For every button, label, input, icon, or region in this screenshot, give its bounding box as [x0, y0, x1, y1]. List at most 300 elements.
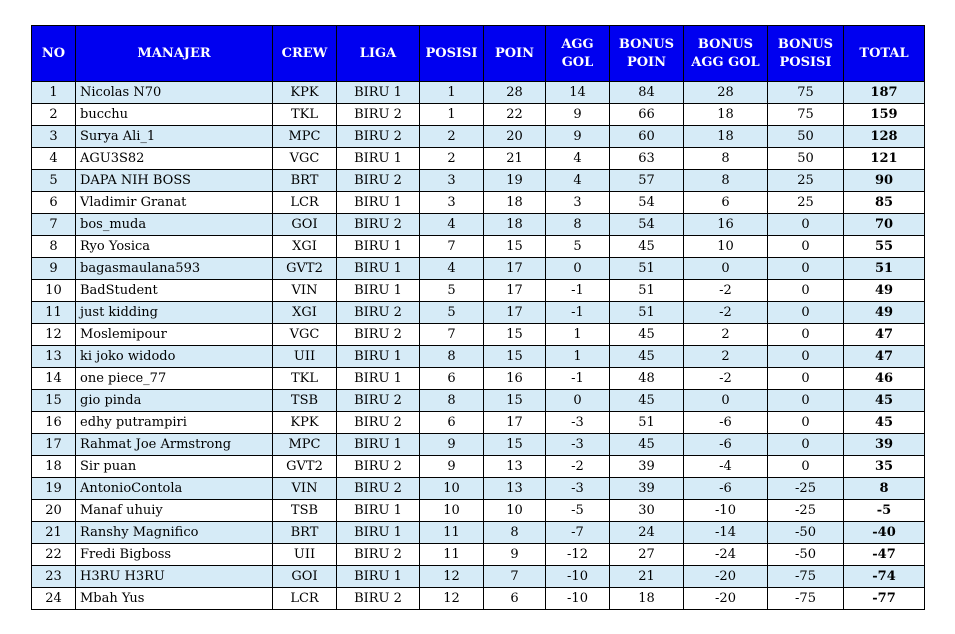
column-header-line2: POSISI [779, 54, 832, 70]
column-header-line2: POIN [626, 54, 667, 70]
header-row [32, 26, 925, 82]
cell-poin: 18 [484, 214, 546, 236]
cell-crew: VIN [273, 280, 337, 302]
cell-crew: MPC [273, 126, 337, 148]
cell-agg-gol: 9 [546, 104, 610, 126]
cell-liga: BIRU 2 [337, 170, 420, 192]
table-row [32, 566, 925, 588]
cell-poin: 10 [484, 500, 546, 522]
cell-bonus-poin: 24 [610, 522, 684, 544]
cell-no: 16 [32, 412, 76, 434]
cell-bonus-posisi: -50 [768, 544, 844, 566]
cell-liga: BIRU 2 [337, 478, 420, 500]
cell-agg-gol: -1 [546, 302, 610, 324]
cell-poin: 6 [484, 588, 546, 610]
cell-no: 13 [32, 346, 76, 368]
cell-poin: 17 [484, 258, 546, 280]
cell-poin: 17 [484, 302, 546, 324]
cell-agg-gol: -5 [546, 500, 610, 522]
cell-bonus-poin: 51 [610, 280, 684, 302]
cell-bonus-agg-gol: -2 [684, 280, 768, 302]
cell-poin: 7 [484, 566, 546, 588]
cell-bonus-agg-gol: 18 [684, 126, 768, 148]
cell-total: 8 [844, 478, 925, 500]
cell-liga: BIRU 1 [337, 566, 420, 588]
cell-bonus-agg-gol: 8 [684, 170, 768, 192]
column-header-line1: NO [41, 45, 66, 61]
cell-agg-gol: 8 [546, 214, 610, 236]
cell-agg-gol: -3 [546, 434, 610, 456]
cell-total: 85 [844, 192, 925, 214]
cell-total: 159 [844, 104, 925, 126]
cell-total: 49 [844, 280, 925, 302]
cell-bonus-posisi: -25 [768, 500, 844, 522]
cell-manajer: one piece_77 [76, 368, 273, 390]
column-header-manajer [76, 26, 273, 82]
cell-no: 1 [32, 82, 76, 104]
cell-bonus-posisi: 0 [768, 346, 844, 368]
cell-crew: XGI [273, 236, 337, 258]
cell-manajer: H3RU H3RU [76, 566, 273, 588]
column-header-line1: POSISI [425, 45, 478, 61]
cell-bonus-posisi: 75 [768, 82, 844, 104]
table-row [32, 324, 925, 346]
cell-manajer: Rahmat Joe Armstrong [76, 434, 273, 456]
cell-bonus-poin: 57 [610, 170, 684, 192]
cell-bonus-posisi: 0 [768, 236, 844, 258]
cell-crew: XGI [273, 302, 337, 324]
cell-agg-gol: -2 [546, 456, 610, 478]
column-header-line1: MANAJER [137, 45, 211, 61]
cell-posisi: 10 [420, 500, 484, 522]
cell-poin: 19 [484, 170, 546, 192]
table-row [32, 478, 925, 500]
cell-poin: 15 [484, 346, 546, 368]
cell-bonus-agg-gol: 2 [684, 324, 768, 346]
cell-bonus-agg-gol: -6 [684, 412, 768, 434]
cell-no: 6 [32, 192, 76, 214]
cell-posisi: 2 [420, 148, 484, 170]
cell-manajer: Mbah Yus [76, 588, 273, 610]
cell-liga: BIRU 1 [337, 280, 420, 302]
cell-agg-gol: -3 [546, 478, 610, 500]
cell-no: 19 [32, 478, 76, 500]
cell-crew: GOI [273, 566, 337, 588]
cell-total: -74 [844, 566, 925, 588]
cell-bonus-poin: 48 [610, 368, 684, 390]
cell-total: 45 [844, 390, 925, 412]
column-header-line1: BONUS [777, 36, 834, 52]
column-header-line1: BONUS [697, 36, 754, 52]
cell-bonus-poin: 18 [610, 588, 684, 610]
cell-manajer: gio pinda [76, 390, 273, 412]
cell-agg-gol: -7 [546, 522, 610, 544]
column-header-no [32, 26, 76, 82]
cell-liga: BIRU 1 [337, 434, 420, 456]
cell-posisi: 5 [420, 280, 484, 302]
cell-liga: BIRU 1 [337, 522, 420, 544]
cell-bonus-agg-gol: 6 [684, 192, 768, 214]
cell-bonus-agg-gol: -2 [684, 302, 768, 324]
cell-manajer: Vladimir Granat [76, 192, 273, 214]
table-row [32, 412, 925, 434]
cell-bonus-posisi: -50 [768, 522, 844, 544]
column-header-crew [273, 26, 337, 82]
cell-total: 121 [844, 148, 925, 170]
cell-total: 128 [844, 126, 925, 148]
cell-bonus-poin: 63 [610, 148, 684, 170]
cell-posisi: 4 [420, 258, 484, 280]
cell-poin: 17 [484, 280, 546, 302]
cell-crew: BRT [273, 170, 337, 192]
cell-agg-gol: -1 [546, 280, 610, 302]
cell-crew: TSB [273, 500, 337, 522]
cell-total: 47 [844, 324, 925, 346]
cell-bonus-poin: 45 [610, 236, 684, 258]
cell-crew: MPC [273, 434, 337, 456]
cell-bonus-posisi: 50 [768, 148, 844, 170]
cell-bonus-poin: 27 [610, 544, 684, 566]
cell-agg-gol: 5 [546, 236, 610, 258]
cell-agg-gol: 3 [546, 192, 610, 214]
cell-posisi: 10 [420, 478, 484, 500]
cell-poin: 22 [484, 104, 546, 126]
cell-manajer: bucchu [76, 104, 273, 126]
cell-crew: VGC [273, 324, 337, 346]
cell-liga: BIRU 1 [337, 258, 420, 280]
cell-poin: 8 [484, 522, 546, 544]
cell-total: 39 [844, 434, 925, 456]
cell-posisi: 11 [420, 544, 484, 566]
column-header-line2: AGG GOL [691, 54, 760, 70]
cell-total: -5 [844, 500, 925, 522]
cell-bonus-posisi: -75 [768, 588, 844, 610]
column-header-line1: TOTAL [859, 45, 909, 61]
cell-crew: KPK [273, 82, 337, 104]
cell-bonus-posisi: 0 [768, 390, 844, 412]
cell-manajer: Nicolas N70 [76, 82, 273, 104]
cell-poin: 16 [484, 368, 546, 390]
cell-liga: BIRU 2 [337, 390, 420, 412]
cell-crew: GVT2 [273, 258, 337, 280]
cell-total: 51 [844, 258, 925, 280]
cell-bonus-posisi: 25 [768, 192, 844, 214]
column-header-total [844, 26, 925, 82]
cell-bonus-poin: 45 [610, 390, 684, 412]
cell-no: 5 [32, 170, 76, 192]
cell-liga: BIRU 2 [337, 456, 420, 478]
cell-total: 55 [844, 236, 925, 258]
cell-posisi: 12 [420, 566, 484, 588]
cell-poin: 15 [484, 434, 546, 456]
cell-bonus-posisi: 0 [768, 456, 844, 478]
cell-no: 20 [32, 500, 76, 522]
cell-manajer: AntonioContola [76, 478, 273, 500]
table-row [32, 544, 925, 566]
cell-bonus-agg-gol: -20 [684, 588, 768, 610]
cell-crew: BRT [273, 522, 337, 544]
cell-bonus-posisi: 0 [768, 258, 844, 280]
cell-bonus-agg-gol: 16 [684, 214, 768, 236]
cell-total: -47 [844, 544, 925, 566]
cell-poin: 13 [484, 456, 546, 478]
cell-no: 8 [32, 236, 76, 258]
cell-manajer: ki joko widodo [76, 346, 273, 368]
cell-liga: BIRU 2 [337, 588, 420, 610]
cell-liga: BIRU 1 [337, 148, 420, 170]
cell-posisi: 9 [420, 456, 484, 478]
cell-no: 24 [32, 588, 76, 610]
cell-posisi: 1 [420, 82, 484, 104]
cell-bonus-poin: 60 [610, 126, 684, 148]
cell-poin: 21 [484, 148, 546, 170]
cell-manajer: Manaf uhuiy [76, 500, 273, 522]
cell-bonus-agg-gol: -10 [684, 500, 768, 522]
cell-liga: BIRU 1 [337, 346, 420, 368]
cell-liga: BIRU 2 [337, 104, 420, 126]
cell-bonus-posisi: 0 [768, 280, 844, 302]
cell-bonus-poin: 39 [610, 478, 684, 500]
cell-bonus-poin: 54 [610, 192, 684, 214]
table-row [32, 346, 925, 368]
cell-manajer: Fredi Bigboss [76, 544, 273, 566]
cell-crew: GVT2 [273, 456, 337, 478]
table-row [32, 500, 925, 522]
cell-total: 70 [844, 214, 925, 236]
table-row [32, 236, 925, 258]
table-row [32, 258, 925, 280]
cell-bonus-posisi: 25 [768, 170, 844, 192]
cell-bonus-posisi: 0 [768, 434, 844, 456]
cell-crew: UII [273, 346, 337, 368]
cell-crew: LCR [273, 588, 337, 610]
cell-bonus-poin: 51 [610, 412, 684, 434]
cell-bonus-poin: 45 [610, 346, 684, 368]
cell-bonus-agg-gol: 2 [684, 346, 768, 368]
cell-no: 11 [32, 302, 76, 324]
cell-no: 4 [32, 148, 76, 170]
cell-crew: VIN [273, 478, 337, 500]
column-header-bonus-posisi [768, 26, 844, 82]
column-header-bonus-agg-gol [684, 26, 768, 82]
table-row [32, 302, 925, 324]
cell-bonus-poin: 21 [610, 566, 684, 588]
table-header [32, 26, 925, 82]
cell-bonus-agg-gol: -4 [684, 456, 768, 478]
cell-total: 46 [844, 368, 925, 390]
cell-bonus-posisi: 0 [768, 368, 844, 390]
cell-bonus-agg-gol: 10 [684, 236, 768, 258]
cell-agg-gol: 9 [546, 126, 610, 148]
cell-crew: GOI [273, 214, 337, 236]
cell-posisi: 1 [420, 104, 484, 126]
cell-agg-gol: -12 [546, 544, 610, 566]
table-row [32, 82, 925, 104]
cell-crew: VGC [273, 148, 337, 170]
cell-poin: 15 [484, 324, 546, 346]
cell-bonus-agg-gol: -6 [684, 434, 768, 456]
cell-no: 21 [32, 522, 76, 544]
cell-poin: 18 [484, 192, 546, 214]
cell-bonus-agg-gol: -6 [684, 478, 768, 500]
cell-manajer: BadStudent [76, 280, 273, 302]
cell-crew: KPK [273, 412, 337, 434]
cell-liga: BIRU 2 [337, 126, 420, 148]
cell-total: 49 [844, 302, 925, 324]
cell-no: 17 [32, 434, 76, 456]
cell-bonus-agg-gol: 8 [684, 148, 768, 170]
cell-posisi: 3 [420, 192, 484, 214]
column-header-line1: CREW [281, 45, 328, 61]
cell-manajer: Ranshy Magnifico [76, 522, 273, 544]
cell-no: 3 [32, 126, 76, 148]
cell-bonus-poin: 30 [610, 500, 684, 522]
column-header-posisi [420, 26, 484, 82]
table-row [32, 214, 925, 236]
column-header-line1: POIN [494, 45, 535, 61]
cell-posisi: 4 [420, 214, 484, 236]
cell-crew: UII [273, 544, 337, 566]
cell-bonus-posisi: 0 [768, 302, 844, 324]
cell-no: 9 [32, 258, 76, 280]
cell-poin: 15 [484, 390, 546, 412]
cell-bonus-posisi: 75 [768, 104, 844, 126]
cell-crew: TKL [273, 368, 337, 390]
cell-liga: BIRU 1 [337, 82, 420, 104]
cell-no: 7 [32, 214, 76, 236]
table-row [32, 126, 925, 148]
cell-total: 47 [844, 346, 925, 368]
cell-manajer: bagasmaulana593 [76, 258, 273, 280]
cell-bonus-posisi: -25 [768, 478, 844, 500]
cell-agg-gol: 1 [546, 346, 610, 368]
cell-manajer: edhy putrampiri [76, 412, 273, 434]
table-row [32, 280, 925, 302]
cell-posisi: 8 [420, 346, 484, 368]
cell-bonus-poin: 54 [610, 214, 684, 236]
column-header-line1: LIGA [359, 45, 397, 61]
cell-bonus-posisi: 50 [768, 126, 844, 148]
table-row [32, 456, 925, 478]
cell-bonus-poin: 45 [610, 324, 684, 346]
cell-liga: BIRU 1 [337, 368, 420, 390]
cell-agg-gol: -10 [546, 566, 610, 588]
cell-bonus-agg-gol: 28 [684, 82, 768, 104]
cell-poin: 28 [484, 82, 546, 104]
column-header-line2: GOL [561, 54, 594, 70]
cell-posisi: 7 [420, 236, 484, 258]
table-row [32, 434, 925, 456]
cell-posisi: 5 [420, 302, 484, 324]
cell-crew: TKL [273, 104, 337, 126]
cell-bonus-poin: 84 [610, 82, 684, 104]
cell-bonus-agg-gol: -14 [684, 522, 768, 544]
cell-posisi: 11 [420, 522, 484, 544]
cell-crew: LCR [273, 192, 337, 214]
table-row [32, 522, 925, 544]
cell-liga: BIRU 1 [337, 192, 420, 214]
cell-bonus-poin: 39 [610, 456, 684, 478]
cell-manajer: Moslemipour [76, 324, 273, 346]
column-header-line1: AGG [561, 36, 594, 52]
cell-no: 18 [32, 456, 76, 478]
cell-no: 10 [32, 280, 76, 302]
cell-agg-gol: -1 [546, 368, 610, 390]
cell-bonus-posisi: 0 [768, 412, 844, 434]
cell-manajer: Ryo Yosica [76, 236, 273, 258]
cell-bonus-poin: 51 [610, 258, 684, 280]
cell-total: 35 [844, 456, 925, 478]
cell-bonus-agg-gol: 18 [684, 104, 768, 126]
cell-agg-gol: 0 [546, 258, 610, 280]
cell-bonus-posisi: 0 [768, 324, 844, 346]
cell-poin: 20 [484, 126, 546, 148]
column-header-poin [484, 26, 546, 82]
cell-no: 23 [32, 566, 76, 588]
cell-total: -40 [844, 522, 925, 544]
cell-manajer: Sir puan [76, 456, 273, 478]
cell-liga: BIRU 2 [337, 544, 420, 566]
cell-posisi: 6 [420, 412, 484, 434]
cell-agg-gol: 0 [546, 390, 610, 412]
cell-bonus-posisi: 0 [768, 214, 844, 236]
cell-manajer: just kidding [76, 302, 273, 324]
cell-posisi: 9 [420, 434, 484, 456]
cell-manajer: Surya Ali_1 [76, 126, 273, 148]
cell-liga: BIRU 2 [337, 302, 420, 324]
cell-poin: 15 [484, 236, 546, 258]
cell-liga: BIRU 2 [337, 412, 420, 434]
cell-agg-gol: 14 [546, 82, 610, 104]
cell-agg-gol: 4 [546, 148, 610, 170]
column-header-bonus-poin [610, 26, 684, 82]
cell-no: 15 [32, 390, 76, 412]
cell-no: 22 [32, 544, 76, 566]
table-row [32, 390, 925, 412]
cell-posisi: 8 [420, 390, 484, 412]
cell-liga: BIRU 2 [337, 324, 420, 346]
cell-manajer: AGU3S82 [76, 148, 273, 170]
cell-bonus-agg-gol: 0 [684, 390, 768, 412]
cell-bonus-agg-gol: -24 [684, 544, 768, 566]
column-header-liga [337, 26, 420, 82]
cell-manajer: DAPA NIH BOSS [76, 170, 273, 192]
cell-manajer: bos_muda [76, 214, 273, 236]
cell-crew: TSB [273, 390, 337, 412]
cell-total: 187 [844, 82, 925, 104]
cell-bonus-poin: 51 [610, 302, 684, 324]
cell-poin: 17 [484, 412, 546, 434]
cell-no: 12 [32, 324, 76, 346]
cell-no: 14 [32, 368, 76, 390]
cell-posisi: 6 [420, 368, 484, 390]
cell-poin: 9 [484, 544, 546, 566]
cell-bonus-poin: 45 [610, 434, 684, 456]
cell-bonus-poin: 66 [610, 104, 684, 126]
cell-agg-gol: 4 [546, 170, 610, 192]
column-header-agg-gol [546, 26, 610, 82]
cell-posisi: 3 [420, 170, 484, 192]
cell-bonus-posisi: -75 [768, 566, 844, 588]
cell-bonus-agg-gol: -2 [684, 368, 768, 390]
table-row [32, 192, 925, 214]
cell-total: 45 [844, 412, 925, 434]
cell-total: -77 [844, 588, 925, 610]
table-row [32, 588, 925, 610]
cell-liga: BIRU 1 [337, 500, 420, 522]
table-row [32, 170, 925, 192]
standings-table [31, 25, 925, 610]
